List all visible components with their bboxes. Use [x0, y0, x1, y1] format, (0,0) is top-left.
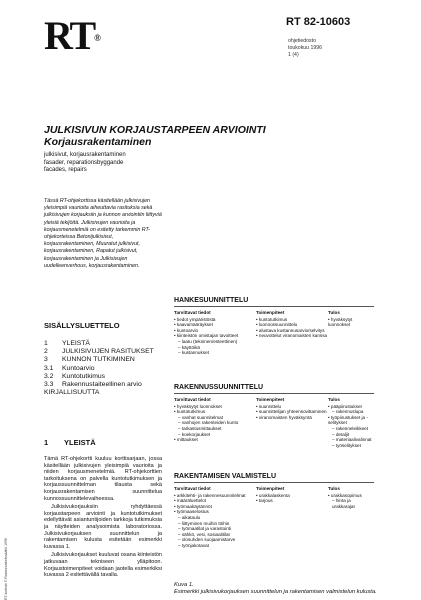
title-line-2: Korjausrakentaminen [44, 136, 152, 148]
toc-item[interactable]: 3.2 Kuntotutkimus [44, 372, 106, 380]
body-paragraph: Julkisivukorjauksiin ryhdyttäessä korjaustarpeen arviointi ja kuntotutkimukset edellyttävät asiantuntijoiden tarkkoja tutkimuksia ja näytteiden analysoimista laboratoriossa. Julkisivukorjauksen suunnittelun ja rakentamisen kulusta esitetään esimerkki kuvassa 1. [44, 504, 162, 550]
column-required-info: Tarvittavat tiedot • tiedot ympäristöstä • kaavamääräykset • kuntoarvio • kiinteistön omistajan tavoitteet – laatu (tekninen/esteettinen) – käyttöikä – kustannukset [174, 310, 256, 356]
logo-text: RT [44, 13, 95, 58]
header-notes [288, 38, 322, 59]
column-required-info: Tarvittavat tiedot • arkkitehti- ja rakennesuunnitelmat • määräluettelot • työmaakäytännöt • työmaaselostus – aikataulu – liittyminen muihin töihin – työmaatilat ja varastointi – sähkö, vesi, sosiaalitilat – olosuhden suojaamistarve – työnjakotavat [174, 486, 256, 549]
list-item: – koekorjaukset [178, 431, 211, 437]
toc-item[interactable]: 3 KUNNON TUTKIMINEN [44, 356, 135, 364]
column-actions: Toimenpiteet • kuntotutkimus • luonnossuunnittelu • alustava kustannusarvio/selvitys • neuvottelut viranomaisten kanssa [256, 310, 328, 356]
list-item: • hyväksytyt luonnokset [328, 317, 374, 328]
section-body [44, 456, 162, 581]
body-paragraph: Julkisivukorjaukset kuuluvat osana kiinteistön jatkuvaan tekniseen ylläpitoon. Korjaustoimenpiteet voidaan jaotella esimerkiksi kuvassa 2 esitettävällä tavalla. [44, 552, 162, 579]
column-required-info: Tarvittavat tiedot • hyväksytyt luonnokset • kuntotutkimus – vanhat suunnitelmat – vanhojen rakenteiden kunto – tarkastusmittaukset – koekorjaukset • mittaukset [174, 397, 256, 448]
list-item: – vanhojen rakenteiden kunto [178, 420, 239, 426]
intro-paragraph: Tässä RT-ohjekortissa käsitellään julkisivujen yleisimpiä vaurioita aiheuttavia rasituksia sekä julkisivujen korjauksiin ja kunnon arviointiin liittyviä yleisiä tekijöitä. Julkisivujen vaurioita ja korjausmenetelmiä on esitetty tarkemmin RT-ohjekorteissa Betonijulkisivut, korjausrakentaminen, Muuratut julkisivut, korjausrakentaminen, Rapatut julkisivut, korjausrakentaminen ja Julkisivujen uudelleenverhous, korjausrakentaminen. [44, 198, 162, 269]
list-item: – työnjakotavat [178, 542, 209, 548]
list-item: • tarjous [256, 498, 328, 504]
list-item: • arkkitehti- ja rakennesuunnitelmat [174, 493, 256, 499]
note-type: ohjetiedosto [288, 38, 316, 44]
toc-item[interactable]: 3.3 Rakennustaiteellinen arvio [44, 381, 142, 389]
list-item: • kuntotutkimus [174, 409, 256, 415]
list-item: – työmaatilat ja varastointi [178, 526, 232, 532]
keywords [44, 152, 126, 175]
column-result: Tulos • urakkasopimus – hinta ja urakkarajat [328, 486, 374, 549]
keyword-line: facades, repairs [44, 167, 87, 174]
list-item: – laatu (tekninen/esteettinen) [178, 338, 238, 344]
list-item: • kaavamääräykset [174, 322, 256, 328]
figure-panel-rakennussuunnittelu [174, 384, 374, 448]
list-item: – vanhat suunnitelmat [178, 414, 223, 420]
list-item: – tarkastusmittaukset [178, 425, 222, 431]
list-item: – käyttöikä [178, 344, 200, 350]
rt-logo [44, 13, 101, 58]
column-actions: Toimenpiteet • suunnittelu • suunnittelijan yhteensovittaminen • viranomaisten hyväksyntä [256, 397, 328, 448]
list-item: – rakennuslupa [332, 409, 364, 415]
caption-text: Esimerkki julkisivukorjauksen suunnittelun ja rakentamisen valmistelun kulusta. [174, 589, 377, 595]
list-item: – detaljit [332, 431, 350, 437]
divider [174, 306, 374, 307]
list-item: • hyväksytyt luonnokset [174, 404, 256, 410]
list-item: • suunnittelijan yhteensovittaminen [256, 409, 328, 415]
sidebar-copyright: RT-kortisto © Rakennustietosäätiö 1996 [4, 538, 8, 600]
list-item: • mittaukset [174, 437, 256, 443]
panel-title: RAKENTAMISEN VALMISTELU [174, 473, 277, 480]
list-item: • kuntoarvio [174, 328, 256, 334]
toc-item[interactable]: 2 JULKISIVUJEN RASITUKSET [44, 348, 154, 356]
registered-mark: ® [94, 33, 101, 43]
list-item: • urakkalaskenta [256, 493, 328, 499]
list-item: – kustannukset [178, 350, 209, 356]
column-result: Tulos • pääpiirustukset – rakennuslupa • työpiirustukset ja -selitykset – rakenneleikkeet – detaljit – materiaalivalinnat – työselitykset [328, 397, 374, 448]
page-title [44, 124, 266, 148]
note-page: 1 (4) [288, 52, 299, 58]
list-item: – työselitykset [332, 442, 361, 448]
toc-item[interactable]: 1 YLEISTÄ [44, 340, 90, 347]
list-item: • neuvottelut viranomaisten kanssa [256, 333, 328, 339]
title-line-1: JULKISIVUN KORJAUSTARPEEN ARVIOINTI [44, 124, 266, 136]
toc-item[interactable]: 3.1 Kuntoarvio [44, 364, 95, 372]
keyword-line: fasader, reparationsbyggande [44, 159, 124, 166]
keyword-line: julkisivut, korjausrakentaminen [44, 152, 126, 158]
body-paragraph: Tämä RT-ohjekortti kuuluu korttisarjaan, jossa käsitellään julkisivujen yleisimpiä vaurioita ja niiden korjausmenetelmiä. RT-ohjekorttien tarkoituksena on palvella kuntotutkimuksen ja korjaussuunnittelman tilausta sekä korjausrakentamisen suunnittelua kunnossuunnittelevaiheessa. [44, 456, 162, 502]
column-result: Tulos • hyväksytyt luonnokset [328, 310, 374, 356]
list-item: – olosuhden suojaamistarve [178, 537, 236, 543]
figure-panel-hankesuunnittelu [174, 297, 374, 356]
panel-title: HANKESUUNNITTELU [174, 297, 249, 304]
panel-title: RAKENNUSSUUNNITTELU [174, 384, 264, 391]
divider [174, 393, 374, 394]
list-item: • suunnittelu [256, 404, 328, 410]
list-item: • viranomaisten hyväksyntä [256, 415, 328, 421]
list-item: – hinta ja urakkarajat [332, 498, 355, 509]
list-item: • työmaaselostus [174, 509, 256, 515]
list-item: • määräluettelot [174, 498, 256, 504]
toc-heading: SISÄLLYSLUETTELO [44, 321, 120, 330]
list-item: • alustava kustannusarvio/selvitys [256, 328, 328, 334]
list-item: • kiinteistön omistajan tavoitteet [174, 333, 256, 339]
list-item: – aikataulu [178, 514, 201, 520]
list-item: • kuntotutkimus [256, 317, 328, 323]
list-item: • luonnossuunnittelu [256, 322, 328, 328]
table-of-contents [44, 340, 154, 397]
list-item: • urakkasopimus [328, 493, 374, 499]
list-item: • pääpiirustukset [328, 404, 374, 410]
divider [174, 482, 374, 483]
list-item: • työpiirustukset ja -selitykset [328, 415, 374, 426]
figure-panel-rakentamisen-valmistelu [174, 473, 374, 549]
list-item: • tiedot ympäristöstä [174, 317, 256, 323]
list-item: – sähkö, vesi, sosiaalitilat [178, 531, 230, 537]
caption-label: Kuva 1. [174, 582, 194, 588]
toc-item-references[interactable]: KIRJALLISUUTTA [44, 389, 100, 397]
column-actions: Toimenpiteet • urakkalaskenta • tarjous [256, 486, 328, 549]
list-item: – materiaalivalinnat [332, 437, 372, 443]
card-code: RT 82-10603 [286, 16, 351, 28]
list-item: • työmaakäytännöt [174, 504, 256, 510]
list-item: – rakenneleikkeet [332, 425, 369, 431]
section-heading: 1 YLEISTÄ [44, 438, 96, 447]
list-item: – liittyminen muihin töihin [178, 520, 230, 526]
figure-caption [174, 582, 377, 596]
note-date: toukokuu 1996 [288, 45, 323, 51]
